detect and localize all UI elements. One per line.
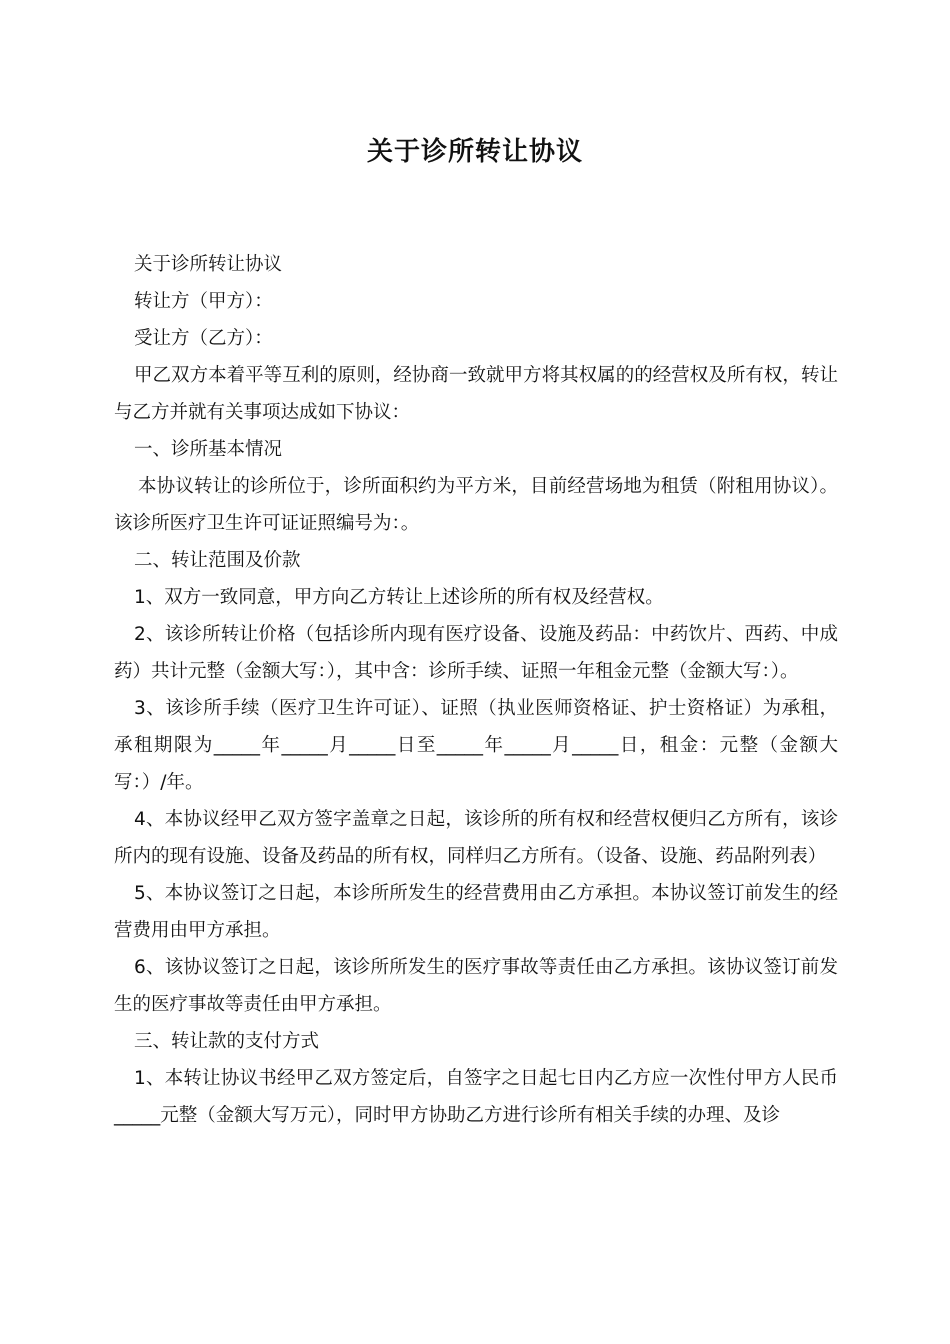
paragraph-transferor: 转让方（甲方）：: [134, 291, 273, 312]
clause-2-5: 5、本协议签订之日起，本诊所所发生的经营费用由乙方承担。本协议签订前发生的经营费用由甲方承担。: [114, 883, 838, 941]
paragraph-transferee: 受让方（乙方）：: [134, 328, 273, 349]
clause-2-1: 1、双方一致同意，甲方向乙方转让上述诊所的所有权及经营权。: [134, 587, 664, 608]
document-title: 关于诊所转让协议: [366, 137, 583, 167]
clause-2-3: 3、该诊所手续（医疗卫生许可证）、证照（执业医师资格证、护士资格证）为承租，承租期限为_____年_____月_____日至_____年_____月_____日，租金：元整（金额大写：）/年。: [114, 698, 838, 793]
section-heading-1: 一、诊所基本情况: [134, 439, 283, 460]
paragraph-heading-repeat: 关于诊所转让协议: [134, 254, 283, 275]
clause-2-2: 2、该诊所转让价格（包括诊所内现有医疗设备、设施及药品：中药饮片、西药、中成药）共计元整（金额大写：），其中含：诊所手续、证照一年租金元整（金额大写：）。: [114, 624, 838, 682]
paragraph-clinic-info: 本协议转让的诊所位于，诊所面积约为平方米，目前经营场地为租赁（附租用协议）。该诊所医疗卫生许可证证照编号为：。: [114, 476, 838, 534]
section-heading-3: 三、转让款的支付方式: [134, 1031, 320, 1052]
clause-2-6: 6、该协议签订之日起，该诊所所发生的医疗事故等责任由乙方承担。该协议签订前发生的医疗事故等责任由甲方承担。: [114, 957, 838, 1015]
paragraph-preamble: 甲乙双方本着平等互利的原则，经协商一致就甲方将其权属的的经营权及所有权，转让与乙方并就有关事项达成如下协议：: [114, 365, 838, 423]
section-heading-2: 二、转让范围及价款: [134, 550, 301, 571]
clause-3-1: 1、本转让协议书经甲乙双方签定后，自签字之日起七日内乙方应一次性付甲方人民币_____元整（金额大写万元），同时甲方协助乙方进行诊所有相关手续的办理、及诊: [114, 1068, 838, 1126]
document-body: [114, 246, 838, 1134]
clause-2-4: 4、本协议经甲乙双方签字盖章之日起，该诊所的所有权和经营权便归乙方所有，该诊所内的现有设施、设备及药品的所有权，同样归乙方所有。（设备、设施、药品附列表）: [114, 809, 838, 867]
